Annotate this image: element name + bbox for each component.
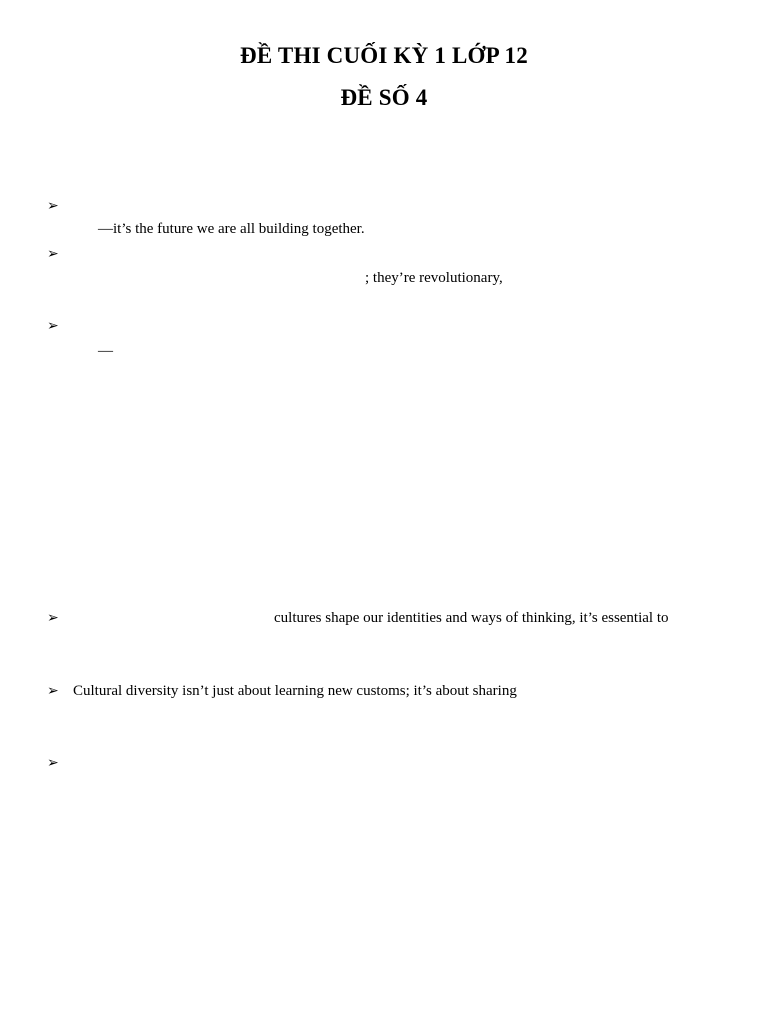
bullet-arrow-icon: ➢ [47,198,59,214]
item-2-text: ; they’re revolutionary, [365,270,503,286]
bullet-arrow-icon: ➢ [47,683,59,699]
item-1-text: —it’s the future we are all building together. [98,221,365,237]
bullet-arrow-icon: ➢ [47,755,59,771]
item-5-text: Cultural diversity isn’t just about learning new customs; it’s about sharing [73,683,517,699]
bullet-arrow-icon: ➢ [47,610,59,626]
page-title: ĐỀ THI CUỐI KỲ 1 LỚP 12 [240,43,528,68]
page-subtitle: ĐỀ SỐ 4 [340,85,428,110]
bullet-arrow-icon: ➢ [47,318,59,334]
item-3-text: — [98,343,113,359]
item-4-text: cultures shape our identities and ways of thinking, it’s essential to [274,610,669,626]
bullet-arrow-icon: ➢ [47,246,59,262]
